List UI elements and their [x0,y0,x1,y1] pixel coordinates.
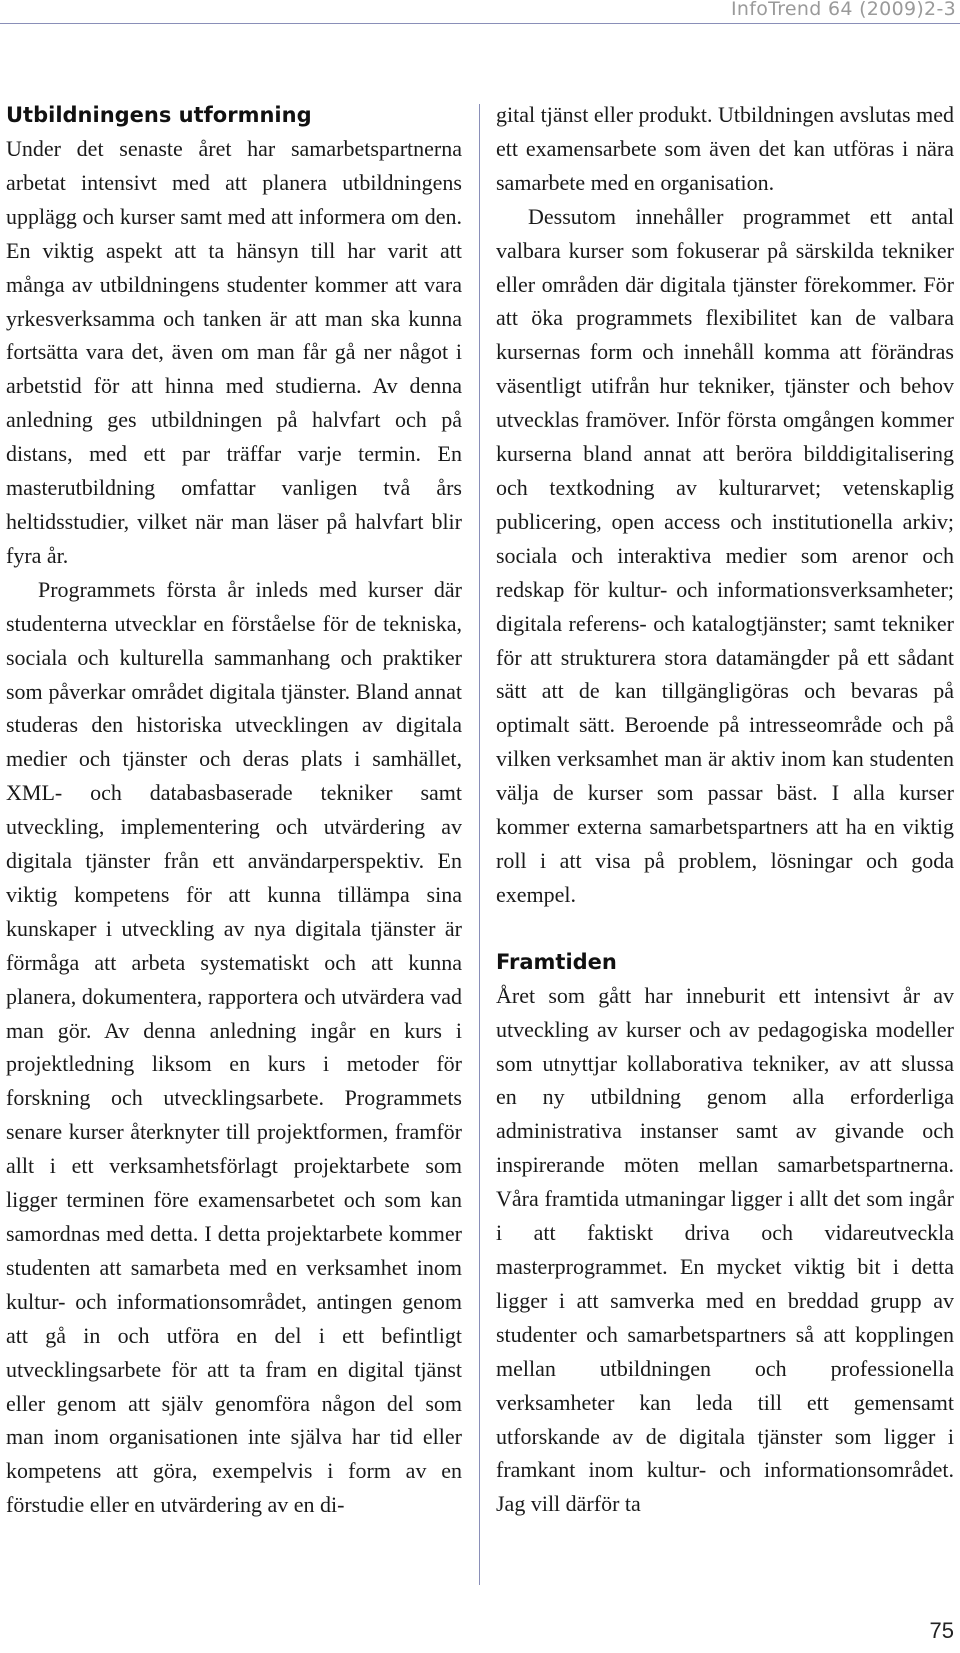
left-paragraph-1: Under det senaste året har samarbetspartnerna arbetat intensivt med att planera utbildningens upplägg och kurser samt med att informera om den. En viktig aspekt att ta hänsyn till har varit att många av utbildningens studenter kommer att vara yrkesverksamma och tanken är att man ska kunna fortsätta vara det, även om man får gå ner något i arbetstid för att hinna med studierna. Av denna anledning ges utbildningen på halvfart och på distans, med ett par träffar varje termin. En masterutbildning omfattar vanligen två års heltidsstudier, vilket när man läser på halvfart blir fyra år. [6,136,462,568]
left-column [6,98,462,1522]
section-heading-utbildningens-utformning: Utbildningens utformning [6,103,312,127]
page-number: 75 [929,1618,954,1643]
right-column [496,98,954,1521]
header-rule [0,23,960,24]
left-paragraph-2: Programmets första år inleds med kurser där studenterna utvecklar en förståelse för de tekniska, sociala och kulturella sammanhang och praktiker som påverkar området digitala tjänster. Bland annat studeras den historiska utvecklingen av digitala medier och tjänster och deras plats i samhället, XML- och databasbaserade tekniker samt utveckling, implementering och utvärdering av digitala tjänster från ett användarperspektiv. En viktig kompetens för att kunna tillämpa sina kunskaper i utveckling av nya digitala tjänster är förmåga att arbeta systematiskt och att kunna planera, dokumentera, rapportera och utvärdera vad man gör. Av denna anledning ingår en kurs i projektledning liksom en kurs i metoder för forskning och utvecklingsarbete. Programmets senare kurser återknyter till projektformen, framför allt i ett verksamhetsförlagt projektarbete som ligger terminen före examensarbetet och som kan samordnas med detta. I detta projektarbete kommer studenten att samarbeta med en verksamhet inom kultur- och informationsområdet, antingen genom att gå in och utföra en del i ett befintligt utvecklingsarbete för att ta fram en digital tjänst eller genom att själv genomföra någon del som man inom organisationen inte själva har tid eller kompetens att göra, exempelvis i form av en förstudie eller en utvärdering av en di- [6,576,462,1518]
right-paragraph-2: Dessutom innehåller programmet ett antal valbara kurser som fokuserar på särskilda tekniker eller områden där digitala tjänster förekommer. För att öka programmets flexibilitet kan de valbara kursernas form och innehåll komma att förändras väsentligt utifrån hur tekniker, tjänster och behov utvecklas framöver. Inför första omgången kommer kurserna bland annat att beröra bilddigitalisering och textkodning av kulturarvet; vetenskaplig publicering, open access och institutionella arkiv; sociala och interaktiva medier som arenor och redskap för kultur- och informationsverksamheter; digitala referens- och katalogtjänster; samt tekniker för att strukturera stora datamängder på ett sådant sätt att de kan tillgängligöras och bevaras på optimalt sätt. Beroende på intresseområde och på vilken verksamhet man är aktiv inom kan studenten välja de kurser som passar bäst. I alla kurser kommer externa samarbetspartners att ha en viktig roll i att visa på problem, lösningar och goda exempel. [496,203,954,907]
column-divider [479,104,480,1585]
section-heading-framtiden: Framtiden [496,949,617,974]
running-head: InfoTrend 64 (2009)2-3 [730,0,956,20]
right-paragraph-3: Året som gått har inneburit ett intensivt år av utveckling av kurser och av pedagogiska modeller som utnyttjar kollaborativa tekniker, av att slussa en ny utbildning genom alla erforderliga administrativa instanser samt av givande och inspirerande möten mellan samarbetspartnerna. Våra framtida utmaningar ligger i allt det som ingår i att faktiskt driva och vidareutveckla masterprogrammet. En mycket viktig bit i detta ligger i att samverka med en breddad grupp av studenter och samarbetspartners så att kopplingen mellan utbildningen och professionella verksamheter kan leda till ett gemensamt utforskande av de digitala tjänster som ligger i framkant inom kultur- och informationsområdet. Jag vill därför ta [496,982,954,1517]
right-paragraph-1: gital tjänst eller produkt. Utbildningen avslutas med ett examensarbete som även det kan utföras i nära samarbete med en organisation. [496,102,954,195]
